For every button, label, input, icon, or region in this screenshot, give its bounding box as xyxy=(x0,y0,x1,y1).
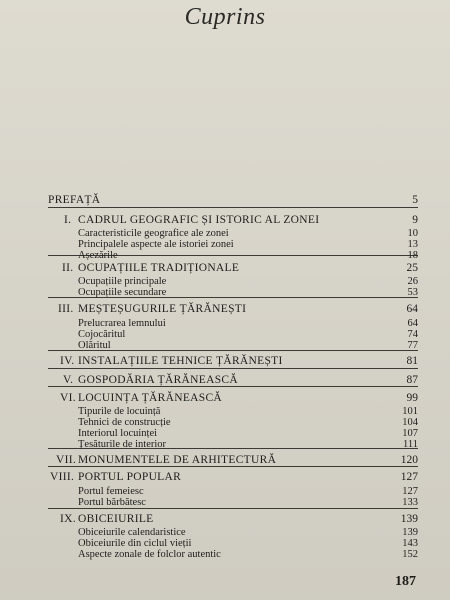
toc-subentry xyxy=(48,340,418,354)
page-ref: 9 xyxy=(412,214,418,226)
page-ref: 111 xyxy=(403,439,418,450)
page-ref: 74 xyxy=(407,329,418,340)
page-ref: 143 xyxy=(402,538,418,549)
subentry-title: Portul femeiesc xyxy=(78,486,144,497)
page-title: Cuprins xyxy=(184,4,266,30)
page-ref: 53 xyxy=(407,287,418,298)
page-ref: 120 xyxy=(400,454,418,466)
subentry-title: Obiceiurile din ciclul vieții xyxy=(78,538,192,549)
chapter-title: MEȘTEȘUGURILE ȚĂRĂNEȘTI xyxy=(78,303,247,315)
subentry-title: Ocupațiile secundare xyxy=(78,287,167,298)
toc-chapter-4 xyxy=(48,355,418,369)
page-ref: 87 xyxy=(406,374,418,386)
page-number: 187 xyxy=(395,574,416,589)
page-ref: 5 xyxy=(412,194,418,206)
chapter-number: VI. xyxy=(60,392,76,404)
toc-chapter-5 xyxy=(48,374,418,388)
subentry-title: Așezările xyxy=(78,250,118,261)
toc-chapter-2 xyxy=(48,262,418,276)
chapter-number: VII. xyxy=(56,454,77,466)
chapter-title: PREFAȚĂ xyxy=(48,194,101,206)
subentry-title: Obiceiurile calendaristice xyxy=(78,527,186,538)
chapter-number: II. xyxy=(62,262,74,274)
toc-subentry xyxy=(48,497,418,511)
toc-subentry xyxy=(48,439,418,453)
chapter-number: I. xyxy=(64,214,72,226)
subentry-title: Țesăturile de interior xyxy=(78,439,167,450)
toc-chapter-3 xyxy=(48,303,418,317)
subentry-title: Tipurile de locuință xyxy=(78,406,161,417)
subentry-title: Principalele aspecte ale istoriei zonei xyxy=(78,239,234,250)
page-ref: 133 xyxy=(402,497,418,508)
subentry-title: Prelucrarea lemnului xyxy=(78,318,166,329)
chapter-number: IV. xyxy=(60,355,75,367)
page-ref: 101 xyxy=(402,406,418,417)
page-ref: 64 xyxy=(406,303,418,315)
page-ref: 81 xyxy=(406,355,418,367)
subentry-title: Cojocăritul xyxy=(78,329,126,340)
toc-entry-prefata xyxy=(48,194,418,208)
page-ref: 139 xyxy=(400,513,418,525)
page-ref: 64 xyxy=(407,318,418,329)
chapter-number: IX. xyxy=(60,513,76,525)
subentry-title: Caracteristicile geografice ale zonei xyxy=(78,228,229,239)
page-ref: 127 xyxy=(400,471,418,483)
subentry-title: Tehnici de construcție xyxy=(78,417,171,428)
page-ref: 18 xyxy=(407,250,418,261)
chapter-title: OCUPAȚIILE TRADIȚIONALE xyxy=(78,262,240,274)
page-ref: 10 xyxy=(407,228,418,239)
subentry-title: Portul bărbătesc xyxy=(78,497,146,508)
toc-subentry xyxy=(48,549,418,563)
page-ref: 139 xyxy=(402,527,418,538)
chapter-title: CADRUL GEOGRAFIC ȘI ISTORIC AL ZONEI xyxy=(78,214,320,226)
chapter-number: VIII. xyxy=(50,471,75,483)
page-ref: 99 xyxy=(406,392,418,404)
chapter-number: III. xyxy=(58,303,74,315)
subentry-title: Olăritul xyxy=(78,340,111,351)
toc-chapter-1 xyxy=(48,214,418,228)
chapter-title: INSTALAȚIILE TEHNICE ȚĂRĂNEȘTI xyxy=(78,355,283,367)
chapter-title: OBICEIURILE xyxy=(78,513,154,525)
chapter-number: V. xyxy=(63,374,74,386)
toc-subentry xyxy=(48,287,418,301)
subentry-title: Aspecte zonale de folclor autentic xyxy=(78,549,221,560)
page-ref: 26 xyxy=(407,276,418,287)
page-ref: 107 xyxy=(402,428,418,439)
toc-chapter-7 xyxy=(48,454,418,468)
page-ref: 13 xyxy=(407,239,418,250)
subentry-title: Interiorul locuinței xyxy=(78,428,158,439)
chapter-title: LOCUINȚA ȚĂRĂNEASCĂ xyxy=(78,392,223,404)
page-ref: 25 xyxy=(406,262,418,274)
chapter-title: MONUMENTELE DE ARHITECTURĂ xyxy=(78,454,277,466)
subentry-title: Ocupațiile principale xyxy=(78,276,167,287)
page-ref: 127 xyxy=(402,486,418,497)
page-ref: 104 xyxy=(402,417,418,428)
chapter-title: PORTUL POPULAR xyxy=(78,471,182,483)
toc-chapter-8 xyxy=(48,471,418,485)
page-ref: 77 xyxy=(407,340,418,351)
toc-chapter-6 xyxy=(48,392,418,406)
page-ref: 152 xyxy=(402,549,418,560)
chapter-title: GOSPODĂRIA ȚĂRĂNEASCĂ xyxy=(78,374,238,386)
toc-chapter-9 xyxy=(48,513,418,527)
